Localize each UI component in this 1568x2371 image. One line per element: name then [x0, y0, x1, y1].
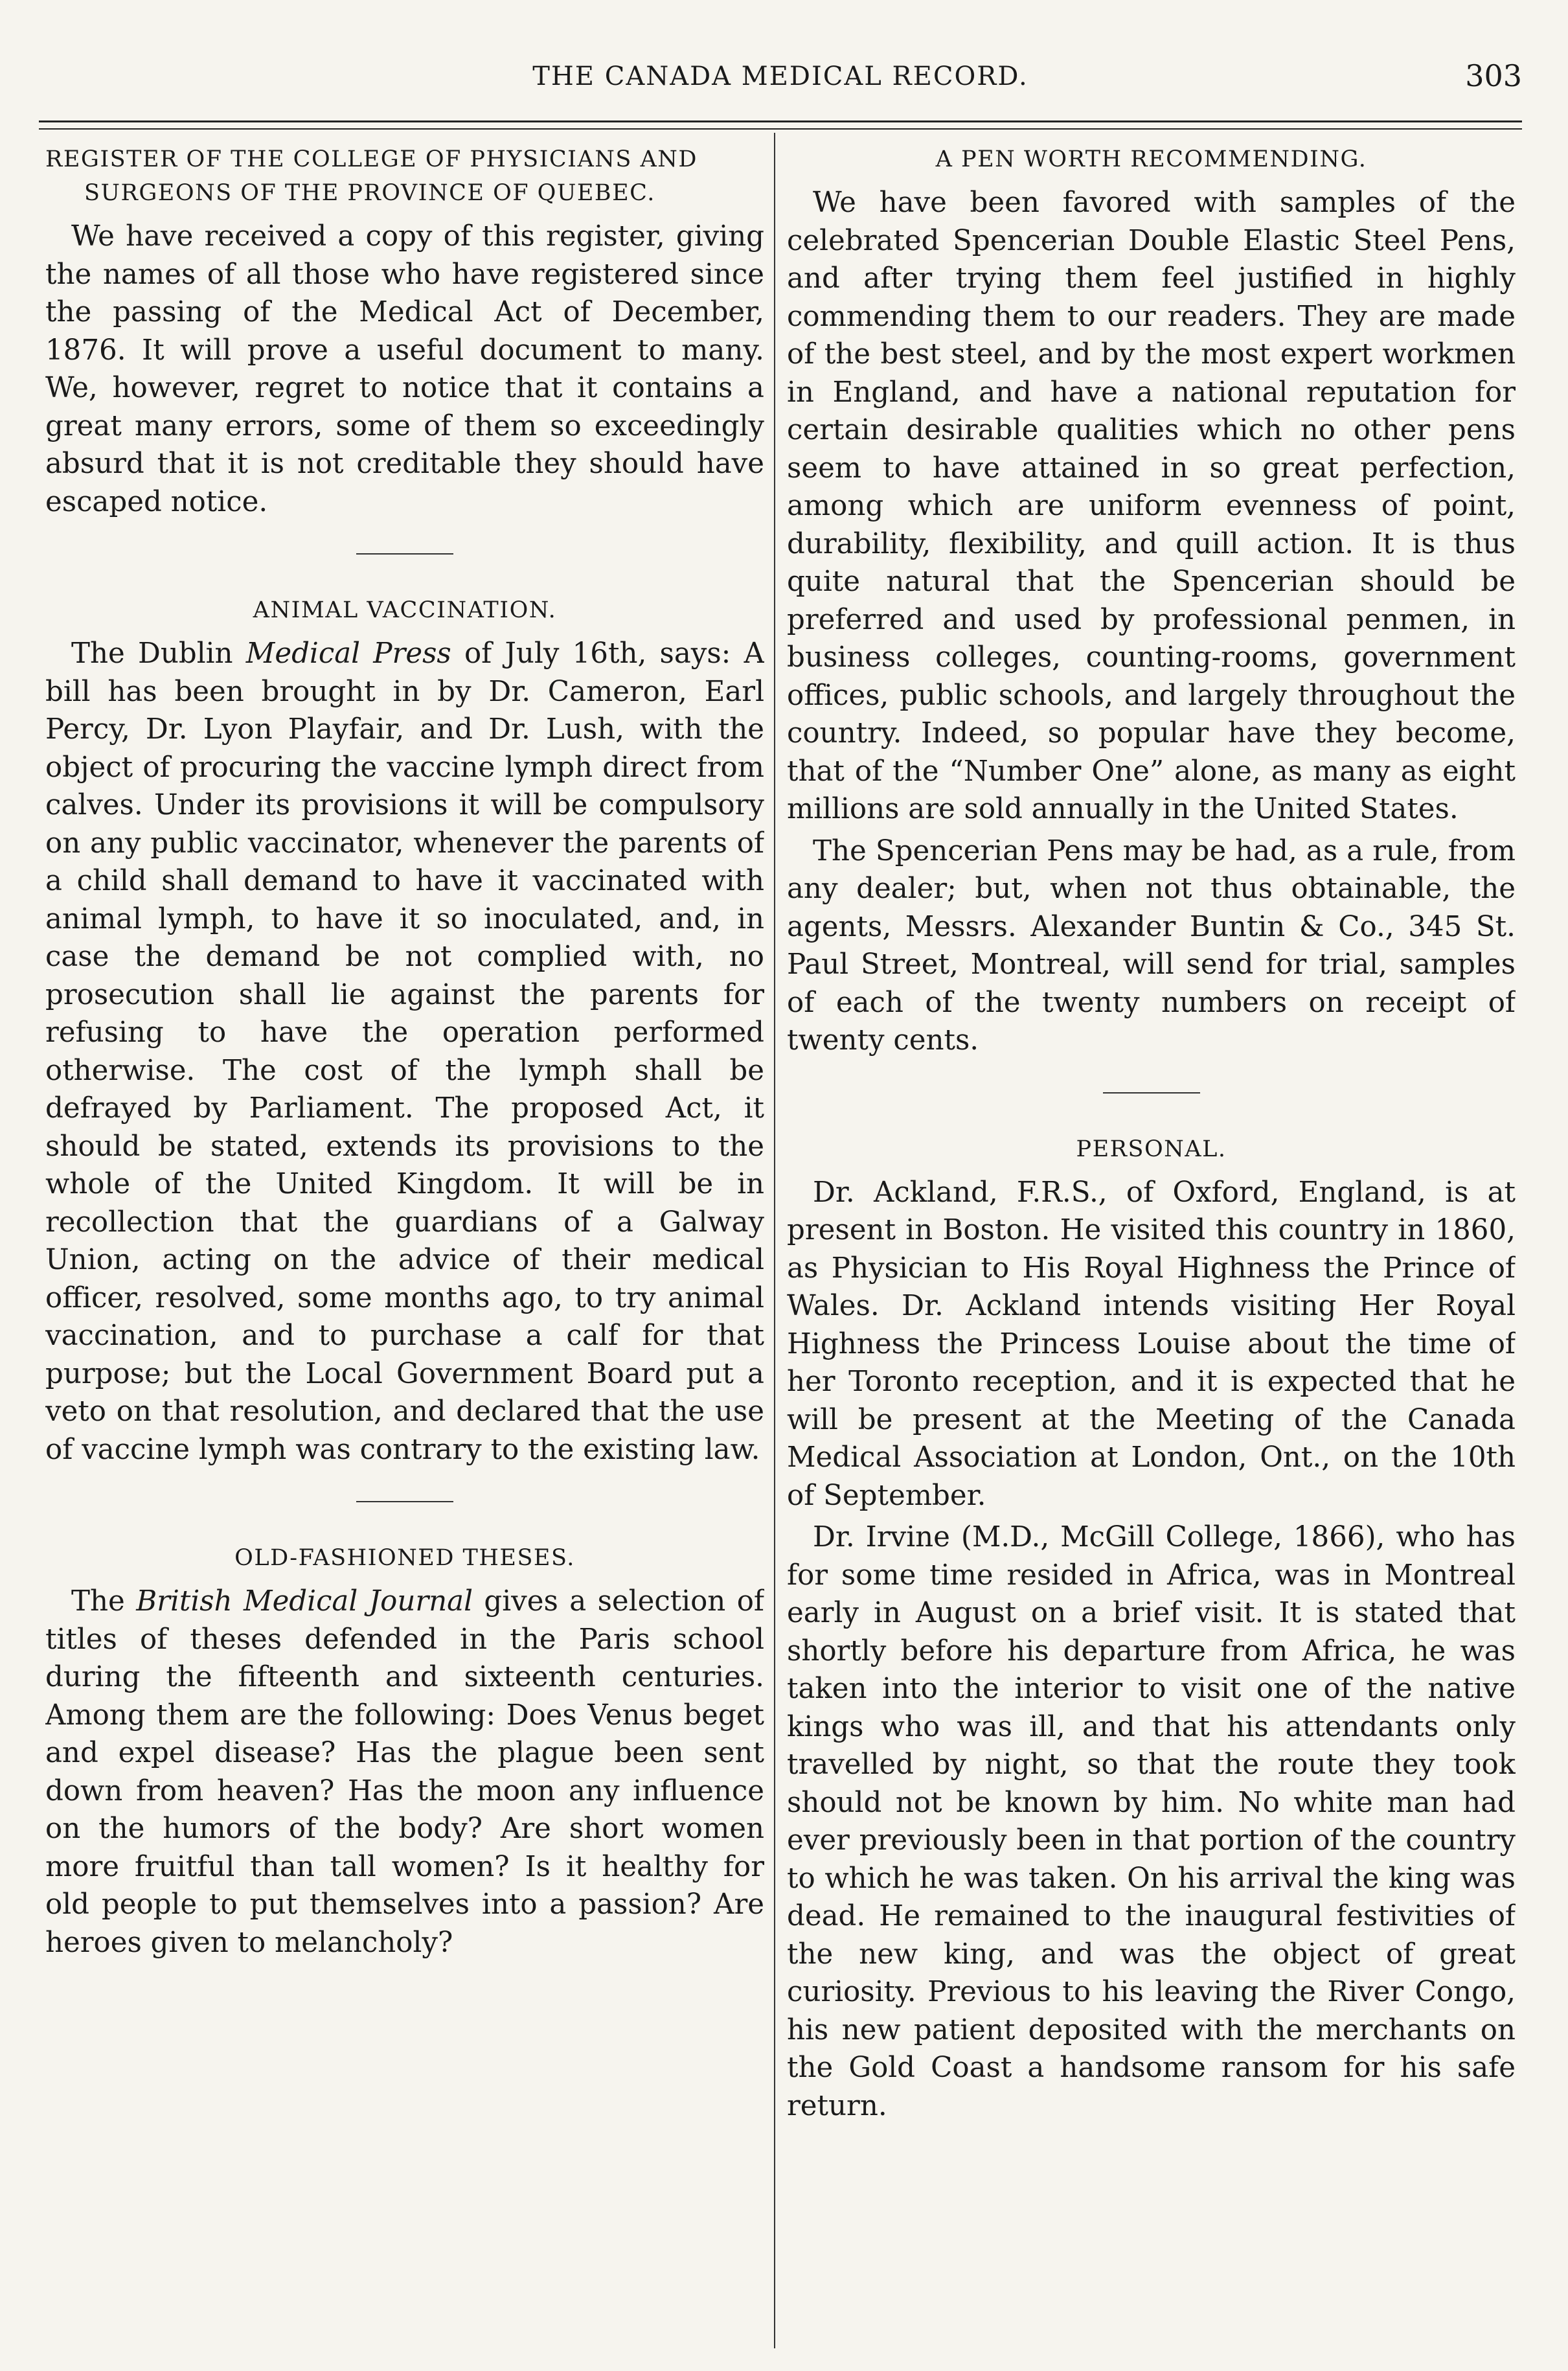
- body-rest: of July 16th, says: A bill has been brought in by Dr. Cameron, Earl Percy, Dr. Lyon Playfair, and Dr. Lush, with the object of procuring the vaccine lymph direct from calves. Under its provisions it will be compulsory on any public vaccinator, whenever the parents of a child shall demand to have it vaccinated with animal lymph, to have it so inoculated, and, in case the demand be not complied with, no prosecution shall lie against the parents for refusing to have the operation performed otherwise. The cost of the lymph shall be defrayed by Parliament. The proposed Act, it should be stated, extends its provisions to the whole of the United Kingdom. It will be in recollection that the guardians of a Galway Union, acting on the advice of their medical officer, resolved, some months ago, to try animal vaccination, and to purchase a calf for that purpose; but the Local Government Board put a veto on that resolution, and declared that the use of vaccine lymph was contrary to the existing law.: [45, 637, 764, 1466]
- article-body-pen-1: We have been favored with samples of the celebrated Spencerian Double Elastic Steel Pens, and after trying them feel justified in highly commending them to our readers. They are made of the best steel, and by the most expert workmen in England, and have a national reputation for certain desirable qualities which no other pens seem to have attained in so great perfection, among which are uniform evenness of point, durability, flexibility, and quill action. It is thus quite natural that the Spencerian should be preferred and used by professional penmen, in business colleges, counting-rooms, government offices, public schools, and largely throughout the country. Indeed, so popular have they become, that of the “Number One” alone, as many as eight millions are sold annually in the United States.: [787, 187, 1516, 825]
- article-theses: [45, 1541, 764, 1962]
- journal-title: Medical Press: [245, 637, 451, 670]
- article-personal: [787, 1132, 1516, 2125]
- article-body-personal-2: Dr. Irvine (M.D., McGill College, 1866), who has for some time resided in Africa, was in Montreal early in August on a brief visit. It is stated that shortly before his departure from Africa, he was taken into the interior to visit one of the native kings who was ill, and that his attendants only travelled by night, so that the route they took should not be known by him. No white man had ever previously been in that portion of the country to which he was taken. On his arrival the king was dead. He remained to the inaugural festivities of the new king, and was the object of great curiosity. Previous to his leaving the River Congo, his new patient deposited with the merchants on the Gold Coast a handsome ransom for his safe return.: [787, 1521, 1516, 2122]
- article-heading-pen: A PEN WORTH RECOMMENDING.: [935, 146, 1367, 172]
- section-separator: [356, 553, 453, 555]
- article-heading-theses: OLD-FASHIONED THESES.: [234, 1545, 575, 1571]
- journal-title: British Medical Journal: [136, 1585, 473, 1618]
- running-head: [39, 26, 1522, 104]
- page-number: 303: [1465, 58, 1522, 93]
- article-pen: [787, 143, 1516, 1060]
- article-heading-register: [45, 143, 764, 210]
- column-divider: [774, 133, 775, 2348]
- article-body-vaccination: [45, 635, 764, 1469]
- article-body-personal-1: Dr. Ackland, F.R.S., of Oxford, England, is at present in Boston. He visited this country in 1860, as Physician to His Royal Highness the Prince of Wales. Dr. Ackland intends visiting Her Royal Highness the Princess Louise about the time of her Toronto reception, and it is expected that he will be present at the Meeting of the Canada Medical Association at London, Ont., on the 10th of September.: [787, 1176, 1516, 1512]
- running-title: THE CANADA MEDICAL RECORD.: [532, 62, 1028, 91]
- body-rest: gives a selection of titles of theses defended in the Paris school during the fifteenth and sixteenth centuries. Among them are the following: Does Venus beget and expel disease? Has the plague been sent down from heaven? Has the moon any influence on the humors of the body? Are short women more fruitful than tall women? Is it healthy for old people to put themselves into a passion? Are heroes given to melancholy?: [45, 1585, 764, 1959]
- body-prefix: The: [71, 1585, 137, 1618]
- right-column: [787, 143, 1516, 2345]
- body-prefix: The Dublin: [71, 637, 246, 670]
- article-heading-vaccination: ANIMAL VACCINATION.: [253, 597, 557, 623]
- header-rule-bottom: [39, 128, 1522, 130]
- left-column: [45, 143, 764, 2345]
- article-body-register: We have received a copy of this register, giving the names of all those who have registered since the passing of the Medical Act of December, 1876. It will prove a useful document to many. We, however, regret to notice that it contains a great many errors, some of them so exceedingly absurd that it is not creditable they should have escaped notice.: [45, 220, 764, 518]
- heading-line-2: SURGEONS OF THE PROVINCE OF QUEBEC.: [84, 180, 655, 206]
- article-register: [45, 143, 764, 521]
- section-separator: [1103, 1092, 1200, 1094]
- heading-line-1: REGISTER OF THE COLLEGE OF PHYSICIANS AND: [45, 146, 698, 172]
- article-vaccination: [45, 593, 764, 1469]
- header-rule-top: [39, 120, 1522, 122]
- article-heading-personal: PERSONAL.: [1076, 1136, 1227, 1162]
- article-body-pen-2: The Spencerian Pens may be had, as a rule, from any dealer; but, when not thus obtainable, the agents, Messrs. Alexander Buntin & Co., 345 St. Paul Street, Montreal, will send for trial, samples of each of the twenty numbers on receipt of twenty cents.: [787, 834, 1516, 1057]
- article-body-theses: [45, 1583, 764, 1962]
- section-separator: [356, 1501, 453, 1502]
